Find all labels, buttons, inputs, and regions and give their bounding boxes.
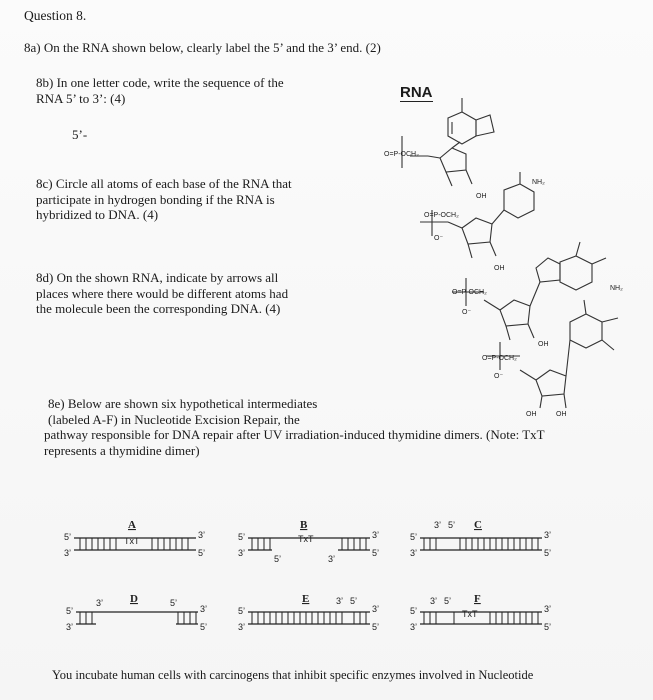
f-left-five: 5’	[410, 606, 418, 616]
b-right-five: 5’	[372, 548, 380, 558]
part-e-line-3: pathway responsible for DNA repair after UV irradiation-induced thymidine dimers. (Note: TxT	[44, 427, 545, 442]
phosphate-group-1: O=P-OCH₂	[384, 151, 419, 158]
a-left-three: 3’	[64, 548, 72, 558]
oh-label-3: OH	[538, 341, 549, 348]
o-minus-label-4: O⁻	[494, 373, 504, 380]
oh-label-4b: OH	[556, 411, 567, 418]
oh-label-1: OH	[476, 193, 487, 200]
o-minus-label-2: O⁻	[434, 235, 444, 242]
f-nick-three: 3’	[430, 596, 438, 606]
question-title: Question 8.	[24, 8, 87, 23]
part-d-line-3: the molecule been the corresponding DNA. (4)	[36, 301, 281, 316]
f-right-three: 3’	[544, 604, 552, 614]
footer-text: You incubate human cells with carcinogens that inhibit specific enzymes involved in Nucleotide	[52, 668, 534, 682]
e-right-three: 3’	[372, 604, 380, 614]
phosphate-group-3: O=P-OCH₂	[452, 289, 487, 296]
part-c-line-1: 8c) Circle all atoms of each base of the RNA that	[36, 176, 292, 191]
d-right-three: 3’	[200, 604, 208, 614]
nh2-label-2: NH₂	[532, 179, 545, 186]
a-left-five: 5’	[64, 532, 72, 542]
b-right-three: 3’	[372, 530, 380, 540]
b-left-five: 5’	[238, 532, 246, 542]
f-nick-five: 5’	[444, 596, 452, 606]
label-f: F	[474, 593, 481, 605]
f-right-five: 5’	[544, 622, 552, 632]
dimer-b: TxT	[298, 534, 314, 544]
o-minus-label-3: O⁻	[462, 309, 472, 316]
b-gap-three: 3’	[328, 554, 336, 564]
d-gap-five: 5’	[170, 598, 178, 608]
intermediate-f	[420, 612, 542, 624]
intermediate-letters	[128, 519, 482, 605]
d-right-five: 5’	[200, 622, 208, 632]
f-left-three: 3’	[410, 622, 418, 632]
b-gap-five: 5’	[274, 554, 282, 564]
label-a: A	[128, 519, 136, 531]
phosphate-group-2: O=P-OCH₂	[424, 212, 459, 219]
dimer-labels	[124, 534, 478, 619]
e-left-five: 5’	[238, 606, 246, 616]
intermediate-d	[76, 612, 198, 624]
part-a-text: 8a) On the RNA shown below, clearly label the 5’ and the 3’ end. (2)	[24, 40, 381, 55]
label-e: E	[302, 593, 310, 605]
rna-nucleotide-4	[486, 300, 618, 408]
c-right-three: 3’	[544, 530, 552, 540]
dimer-f: TxT	[462, 609, 478, 619]
part-d-line-2: places where there would be different atoms had	[36, 285, 289, 301]
a-right-three: 3’	[198, 530, 206, 540]
part-b-line-1: 8b) In one letter code, write the sequence of the	[36, 75, 284, 90]
d-left-three: 3’	[66, 622, 74, 632]
c-nick-five: 5’	[448, 520, 456, 530]
e-left-three: 3’	[238, 622, 246, 632]
part-b-sequence-prefix: 5’-	[72, 127, 88, 142]
rna-nucleotide-1	[402, 98, 494, 186]
c-nick-three: 3’	[434, 520, 442, 530]
oh-label-2: OH	[494, 265, 505, 272]
part-c-line-3: hybridized to DNA. (4)	[36, 207, 159, 222]
e-nick-five: 5’	[350, 596, 358, 606]
rna-title: RNA	[400, 84, 433, 101]
part-e-line-1: 8e) Below are shown six hypothetical intermediates	[48, 396, 318, 411]
d-left-five: 5’	[66, 606, 74, 616]
intermediate-e	[248, 612, 370, 624]
part-e-line-2: (labeled A-F) in Nucleotide Excision Repair, the	[48, 411, 300, 427]
dimer-a: TxT	[124, 536, 140, 546]
part-d-line-1: 8d) On the shown RNA, indicate by arrows all	[36, 270, 279, 285]
part-c-line-2: participate in hydrogen bonding if the RNA is	[36, 191, 275, 207]
c-left-five: 5’	[410, 532, 418, 542]
c-right-five: 5’	[544, 548, 552, 558]
a-right-five: 5’	[198, 548, 206, 558]
part-b-line-2: RNA 5’ to 3’: (4)	[36, 90, 126, 106]
d-gap-three: 3’	[96, 598, 104, 608]
intermediate-c	[420, 538, 542, 550]
label-c: C	[474, 519, 482, 531]
e-right-five: 5’	[372, 622, 380, 632]
oh-label-4a: OH	[526, 411, 537, 418]
phosphate-group-4: O=P-OCH₂	[482, 355, 517, 362]
nh2-label-3: NH₂	[610, 285, 623, 292]
c-left-three: 3’	[410, 548, 418, 558]
label-b: B	[300, 519, 308, 531]
b-left-three: 3’	[238, 548, 246, 558]
part-e-line-4: represents a thymidine dimer)	[44, 442, 200, 458]
e-nick-three: 3’	[336, 596, 344, 606]
label-d: D	[130, 593, 138, 605]
